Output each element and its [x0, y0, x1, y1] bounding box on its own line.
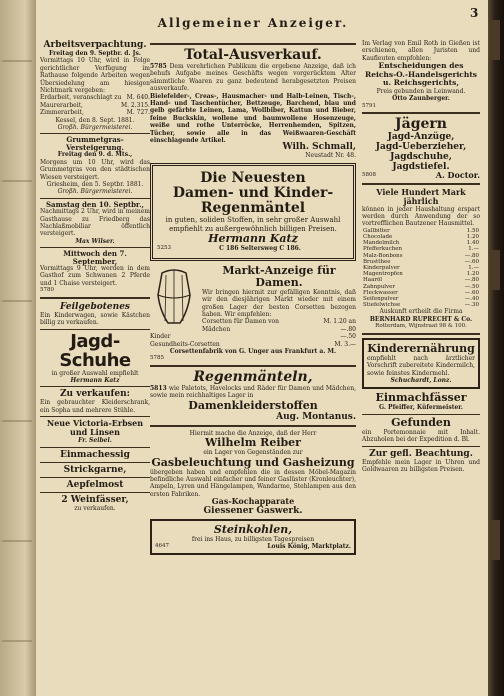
ad-subheading: Freitag den 9. d. Mts.,	[57, 151, 133, 159]
ad-heading: Strickgarne,	[63, 464, 127, 475]
ad-heading: Entscheidungen des Reichs-O.-Handelsgerichts u. Reichsgerichts,	[364, 61, 478, 88]
ad-heading: Arbeitsverpachtung.	[43, 40, 147, 50]
ad-body: können in jeder Haushaltung erspart werden durch Anwendung der so vortrefflichen Bautzener Hausmittel.	[362, 205, 480, 228]
corset-ad	[150, 265, 356, 362]
ad-heading: Viele Hundert Mark jährlich	[376, 186, 466, 206]
table-cell: 1.50	[466, 227, 479, 234]
ad-heading: Steinkohlen,	[213, 522, 293, 536]
divider	[40, 462, 150, 463]
table-cell: Seifenpulver	[363, 295, 399, 302]
ad-address: Rotterdam, Wijnstraat 98 & 100.	[375, 323, 467, 330]
item-label: Corsetten für Damen von	[202, 318, 279, 326]
ad-body: Vormittags 10 Uhr, wird in Folge gerichtlicher Verfügung im Rathause folgende Arbeiten wegen Übersiedelung am hiesigen Nichtmark vergeben:	[40, 57, 150, 95]
ad-footer	[155, 543, 351, 550]
ad-heading: Damenkleiderstoffen	[188, 398, 318, 412]
corset-illustration	[150, 265, 198, 329]
ad-body: in guten, soliden Stoffen, in sehr großer Auswahl empfiehlt zu außergewöhnlich billigen Preisen.	[165, 216, 341, 233]
item-label: Mädchen	[202, 325, 231, 333]
ad-signature: Corsettenfabrik von G. Unger aus Frankfurt a. M.	[169, 347, 337, 355]
table-cell: Zahnpulver	[363, 283, 395, 290]
ad-heading: Einmachfässer	[375, 391, 467, 405]
divider	[40, 247, 150, 248]
ad-signature: Otto Zaunberger.	[392, 95, 450, 103]
item-label: Gesundheits-Corsetten	[150, 340, 220, 348]
ad-body: ein Lager von Gegenständen zur	[203, 449, 303, 457]
divider	[40, 447, 150, 448]
price-table	[362, 228, 480, 309]
divider	[362, 183, 480, 185]
ad-signature: Max Wilser.	[75, 237, 115, 245]
ad-item	[202, 326, 356, 333]
divider	[362, 446, 480, 447]
framed-ad	[362, 338, 480, 390]
ad-heading: Aepfelmost	[66, 479, 124, 490]
ad-item-list: Bielefelder-, Creas-, Hausmacher- und Halb-Leinen, Tisch-, Hand- und Taschentücher, Bettzeuge, Barchend, blau und gelb gefärbte Leinen, Lama, Wollbiber, Kattun und Bieber, feine Buckskin, wollene und baumwollene Hosenzeuge, weiße und rothe Unterröcke, Herrenhemden, Spitzen, Tücher, sowie alle in das Weißwaaren-Geschäft einschlagende Artikel.	[150, 92, 356, 145]
table-cell: —.60	[464, 258, 479, 265]
ad-number: 5785	[150, 63, 167, 70]
ad-date: Griesheim, den 5. Septbr. 1881.	[46, 180, 144, 188]
ad-item	[40, 109, 150, 116]
table-cell: —.80	[464, 252, 479, 259]
jaeger-item: Jagdschuhe,	[390, 152, 452, 163]
divider	[362, 112, 480, 114]
ad-date: Kessel, den 8. Sept. 1881.	[55, 116, 135, 124]
ad-body: Empfehle mein Lager in Uhren und Goldwaaren zu billigsten Preisen.	[362, 458, 480, 474]
ad-heading: Zur gefl. Beachtung.	[369, 448, 473, 459]
spine-line	[2, 540, 32, 542]
divider	[150, 365, 356, 367]
ad-number: 5813	[150, 384, 167, 392]
table-cell: Mandelmilch	[363, 240, 400, 247]
table-cell: Malz-Bonbons	[363, 252, 403, 259]
ad-signature: Großh. Bürgermeisterei.	[57, 188, 133, 196]
ad-signature: G. Pfeiffer, Küfermeister.	[378, 404, 464, 412]
ad-address: Neustadt Nr. 48.	[305, 151, 356, 159]
spine-line	[2, 300, 32, 302]
table-cell: 1.—	[468, 246, 479, 253]
ad-signature: A. Doctor.	[435, 170, 480, 181]
ad-heading-large: Regenmänteln,	[193, 368, 313, 385]
ad-heading: Kinderernährung	[367, 341, 475, 355]
ad-body: Preis gebunden in Leinwand.	[376, 87, 466, 95]
table-cell: 1.40	[466, 240, 479, 247]
spine-line	[2, 180, 32, 182]
ad-body	[150, 63, 356, 93]
ad-heading: 2 Weinfässer,	[61, 494, 129, 505]
item-value: M. 1.20 an	[323, 318, 356, 326]
ad-text: Dem verehrlichen Publikum die ergebene Anzeige, daß ich behufs Aufgabe meines Geschäfts wegen vorgerücktem Alter sämmtliche Waaren zu ganz bedeutend herabgesetzten Preisen ausverkaufe.	[150, 63, 356, 93]
left-column	[40, 40, 150, 512]
ad-number: 5791	[362, 102, 376, 109]
ad-heading: Samstag den 10. Septbr.,	[46, 199, 144, 209]
item-value: —.50	[340, 333, 356, 341]
edge-tab	[490, 250, 501, 290]
ad-body: übergeben haben und empfehlen die in dessen Möbel-Magazin befindliche Auswahl einfacher und feiner Gaslüster (Kronleuchter), Ampeln, Lyren und Hängelampen, Wandarme, Stehlampen aus den ersten Fabriken.	[150, 468, 356, 498]
ad-heading: Neue Victoria-Erbsen und Linsen	[46, 418, 144, 438]
ad-heading: Gefunden	[391, 415, 451, 429]
item-label: Maurerarbeit,	[40, 101, 83, 109]
ad-body: Wir bringen hiermit zur gefälligen Kenntnis, daß wir den diesjährigen Markt wieder mit einem großen Lager der besten Corsetten bezogen haben. Wir empfehlen:	[202, 288, 356, 318]
table-cell: Gallbitter	[363, 227, 390, 234]
ad-item	[40, 94, 150, 101]
ad-item	[202, 318, 356, 325]
ad-body: Auskunft ertheilt die Firma	[379, 308, 463, 316]
table-cell: —.30	[464, 302, 479, 309]
framed-ad	[150, 163, 356, 260]
ad-heading-large: Jägern	[395, 116, 447, 133]
table-cell: 1.20	[466, 271, 479, 278]
divider	[362, 414, 480, 415]
divider	[150, 425, 356, 427]
ad-signature: Giessener Gaswerk.	[203, 505, 303, 516]
jaeger-item: Jagd-Ueberzieher,	[375, 142, 467, 153]
ad-body: Ein gebrauchter Kleiderschrank, ein Sopha und mehrere Stühle.	[40, 399, 150, 414]
ad-number: 5253	[157, 245, 171, 252]
ad-heading: Zu verkaufen:	[59, 389, 131, 400]
divider	[362, 333, 480, 335]
ad-body: Hiermit mache die Anzeige, daß der Herr	[189, 429, 317, 437]
edge-tab	[490, 520, 501, 560]
table-cell: Fleckwasser	[363, 289, 398, 296]
divider	[40, 477, 150, 478]
item-value: M. 727.	[126, 109, 150, 117]
ad-heading-large: Jagd-Schuhe	[59, 330, 131, 371]
table-cell: Haaröl	[363, 277, 383, 284]
ad-item	[150, 341, 356, 348]
jaeger-item: Jagdstiefel.	[392, 162, 450, 173]
item-value: —.80	[340, 325, 356, 333]
ad-footer	[362, 172, 480, 179]
ad-signature: BERNHARD RUPRECHT & Co.	[369, 315, 473, 323]
spine-line	[2, 420, 32, 422]
ad-signature: Schuchardt, Lonz.	[390, 377, 452, 385]
table-cell: Magentropfen	[363, 271, 403, 278]
table-cell: —.80	[464, 277, 479, 284]
divider	[40, 386, 150, 387]
ad-subheading: Freitag den 9. Septbr. d. Js.	[49, 50, 141, 57]
ad-body: zu verkaufen.	[74, 504, 116, 512]
ad-signature: Hermann Katz	[208, 232, 298, 246]
item-value: M. 3.—	[334, 340, 356, 348]
ad-body: Vormittags 9 Uhr, werden in dem Gasthof zum Schwanen 2 Pferde und 1 Chaise versteigert.	[40, 264, 150, 287]
book-edge	[488, 0, 504, 696]
ad-number: 5780	[40, 287, 54, 294]
ad-heading: Wilhelm Reiber	[205, 436, 301, 450]
page-number: 3	[470, 6, 479, 20]
divider	[40, 416, 150, 417]
coal-ad	[150, 519, 356, 556]
ad-item	[150, 333, 356, 340]
ad-heading-large: Total-Ausverkauf.	[184, 47, 322, 63]
table-cell: —.40	[464, 295, 479, 302]
ad-heading: Markt-Anzeige für Damen.	[222, 263, 336, 289]
ad-body: in großer Auswahl empfiehlt	[51, 369, 139, 377]
item-value: M. 2.315.	[120, 101, 150, 109]
ad-heading: Gas-Kochapparate	[211, 496, 295, 507]
ad-signature: Aug. Montanus.	[276, 411, 356, 422]
ad-body: empfiehlt nach ärztlicher Vorschrift zubereitete Kindermilch, sowie feinstes Kindermehl.	[367, 354, 475, 377]
binding-spine	[0, 0, 37, 696]
edge-tab	[490, 20, 501, 60]
table-cell: Pfefferkuchen	[363, 246, 403, 253]
table-cell: Kinderpulver	[363, 264, 400, 271]
item-label: Zimmerarbeit,	[40, 109, 84, 117]
ad-heading: Grummetgras-Versteigerung.	[66, 135, 124, 152]
divider	[150, 43, 356, 45]
ad-signature: Wilh. Schmall,	[282, 142, 356, 153]
ad-body: Morgens um 10 Uhr, wird das Grummetgras von den städtischen Wiesen versteigert.	[40, 158, 150, 181]
ad-heading-large: Damen- und Kinder-	[172, 185, 334, 202]
ad-body: Nachmittags 2 Uhr, wird in meinem Gasthause zu Friedberg das Nachlaßmobiliar öffentlich versteigert.	[40, 208, 150, 238]
table-cell: 1.—	[468, 264, 479, 271]
table-cell: Brustthee	[363, 258, 391, 265]
divider	[40, 297, 150, 299]
ad-signature: Fr. Seibel.	[78, 437, 112, 445]
masthead: Allgemeiner Anzeiger.	[157, 16, 349, 30]
middle-column	[150, 40, 356, 558]
divider	[40, 492, 150, 493]
ad-body	[150, 385, 356, 400]
ad-signature: Hermann Katz	[70, 377, 120, 384]
ad-footer	[157, 245, 349, 252]
ad-number: 5785	[150, 355, 164, 362]
table-cell: Stiefelwichse	[363, 302, 401, 309]
item-label: Erdarbeit, veranschlagt zu	[40, 94, 122, 102]
ad-item	[40, 102, 150, 109]
ad-heading: Feilgebotenes	[60, 301, 130, 312]
ad-address: C 186 Seltersweg C 186.	[219, 245, 301, 253]
ad-signature: Großh. Bürgermeisterei.	[57, 124, 133, 132]
table-cell: 1.20	[466, 233, 479, 240]
ad-item-list	[40, 94, 150, 116]
divider	[40, 133, 150, 134]
table-cell: —.60	[464, 289, 479, 296]
item-value: M. 640.	[126, 94, 150, 102]
ad-body: ein Portemonnaie mit Inhalt. Abzuholen bei der Expedition d. Bl.	[362, 428, 480, 444]
divider	[40, 329, 150, 330]
ad-heading: Einmachessig	[60, 449, 130, 460]
ad-signature: Louis König, Marktplatz.	[267, 543, 351, 550]
right-column	[362, 40, 480, 473]
table-cell: —.50	[464, 283, 479, 290]
spine-line	[2, 60, 32, 62]
ad-body: Ein Kinderwagen, sowie Kästchen billig zu verkaufen.	[40, 311, 150, 327]
jaeger-item: Jagd-Anzüge,	[387, 132, 455, 143]
ad-heading-large: Die Neuesten	[200, 170, 306, 187]
ad-number: 4647	[155, 543, 169, 549]
spine-line	[2, 640, 32, 642]
ad-heading: Gasbeleuchtung und Gasheizung	[151, 455, 355, 469]
ad-heading-large: Regenmäntel	[200, 200, 306, 217]
ad-text: wie Paletots, Havelocks und Räder für Damen und Mädchen, sowie mein reichhaltiges Lager in	[150, 384, 356, 400]
ad-number: 5808	[362, 172, 376, 179]
ad-heading: Mittwoch den 7. September,	[63, 249, 127, 266]
ad-body: frei ins Haus, zu billigsten Tagespreisen	[191, 535, 315, 543]
table-cell: Chocolade	[363, 233, 393, 240]
ad-body: Im Verlag von Emil Roth in Gießen ist erschienen, allen Juristen und Kaufleuten empfohlen:	[362, 40, 480, 62]
divider	[40, 198, 150, 199]
item-label: Kinder	[150, 333, 171, 341]
